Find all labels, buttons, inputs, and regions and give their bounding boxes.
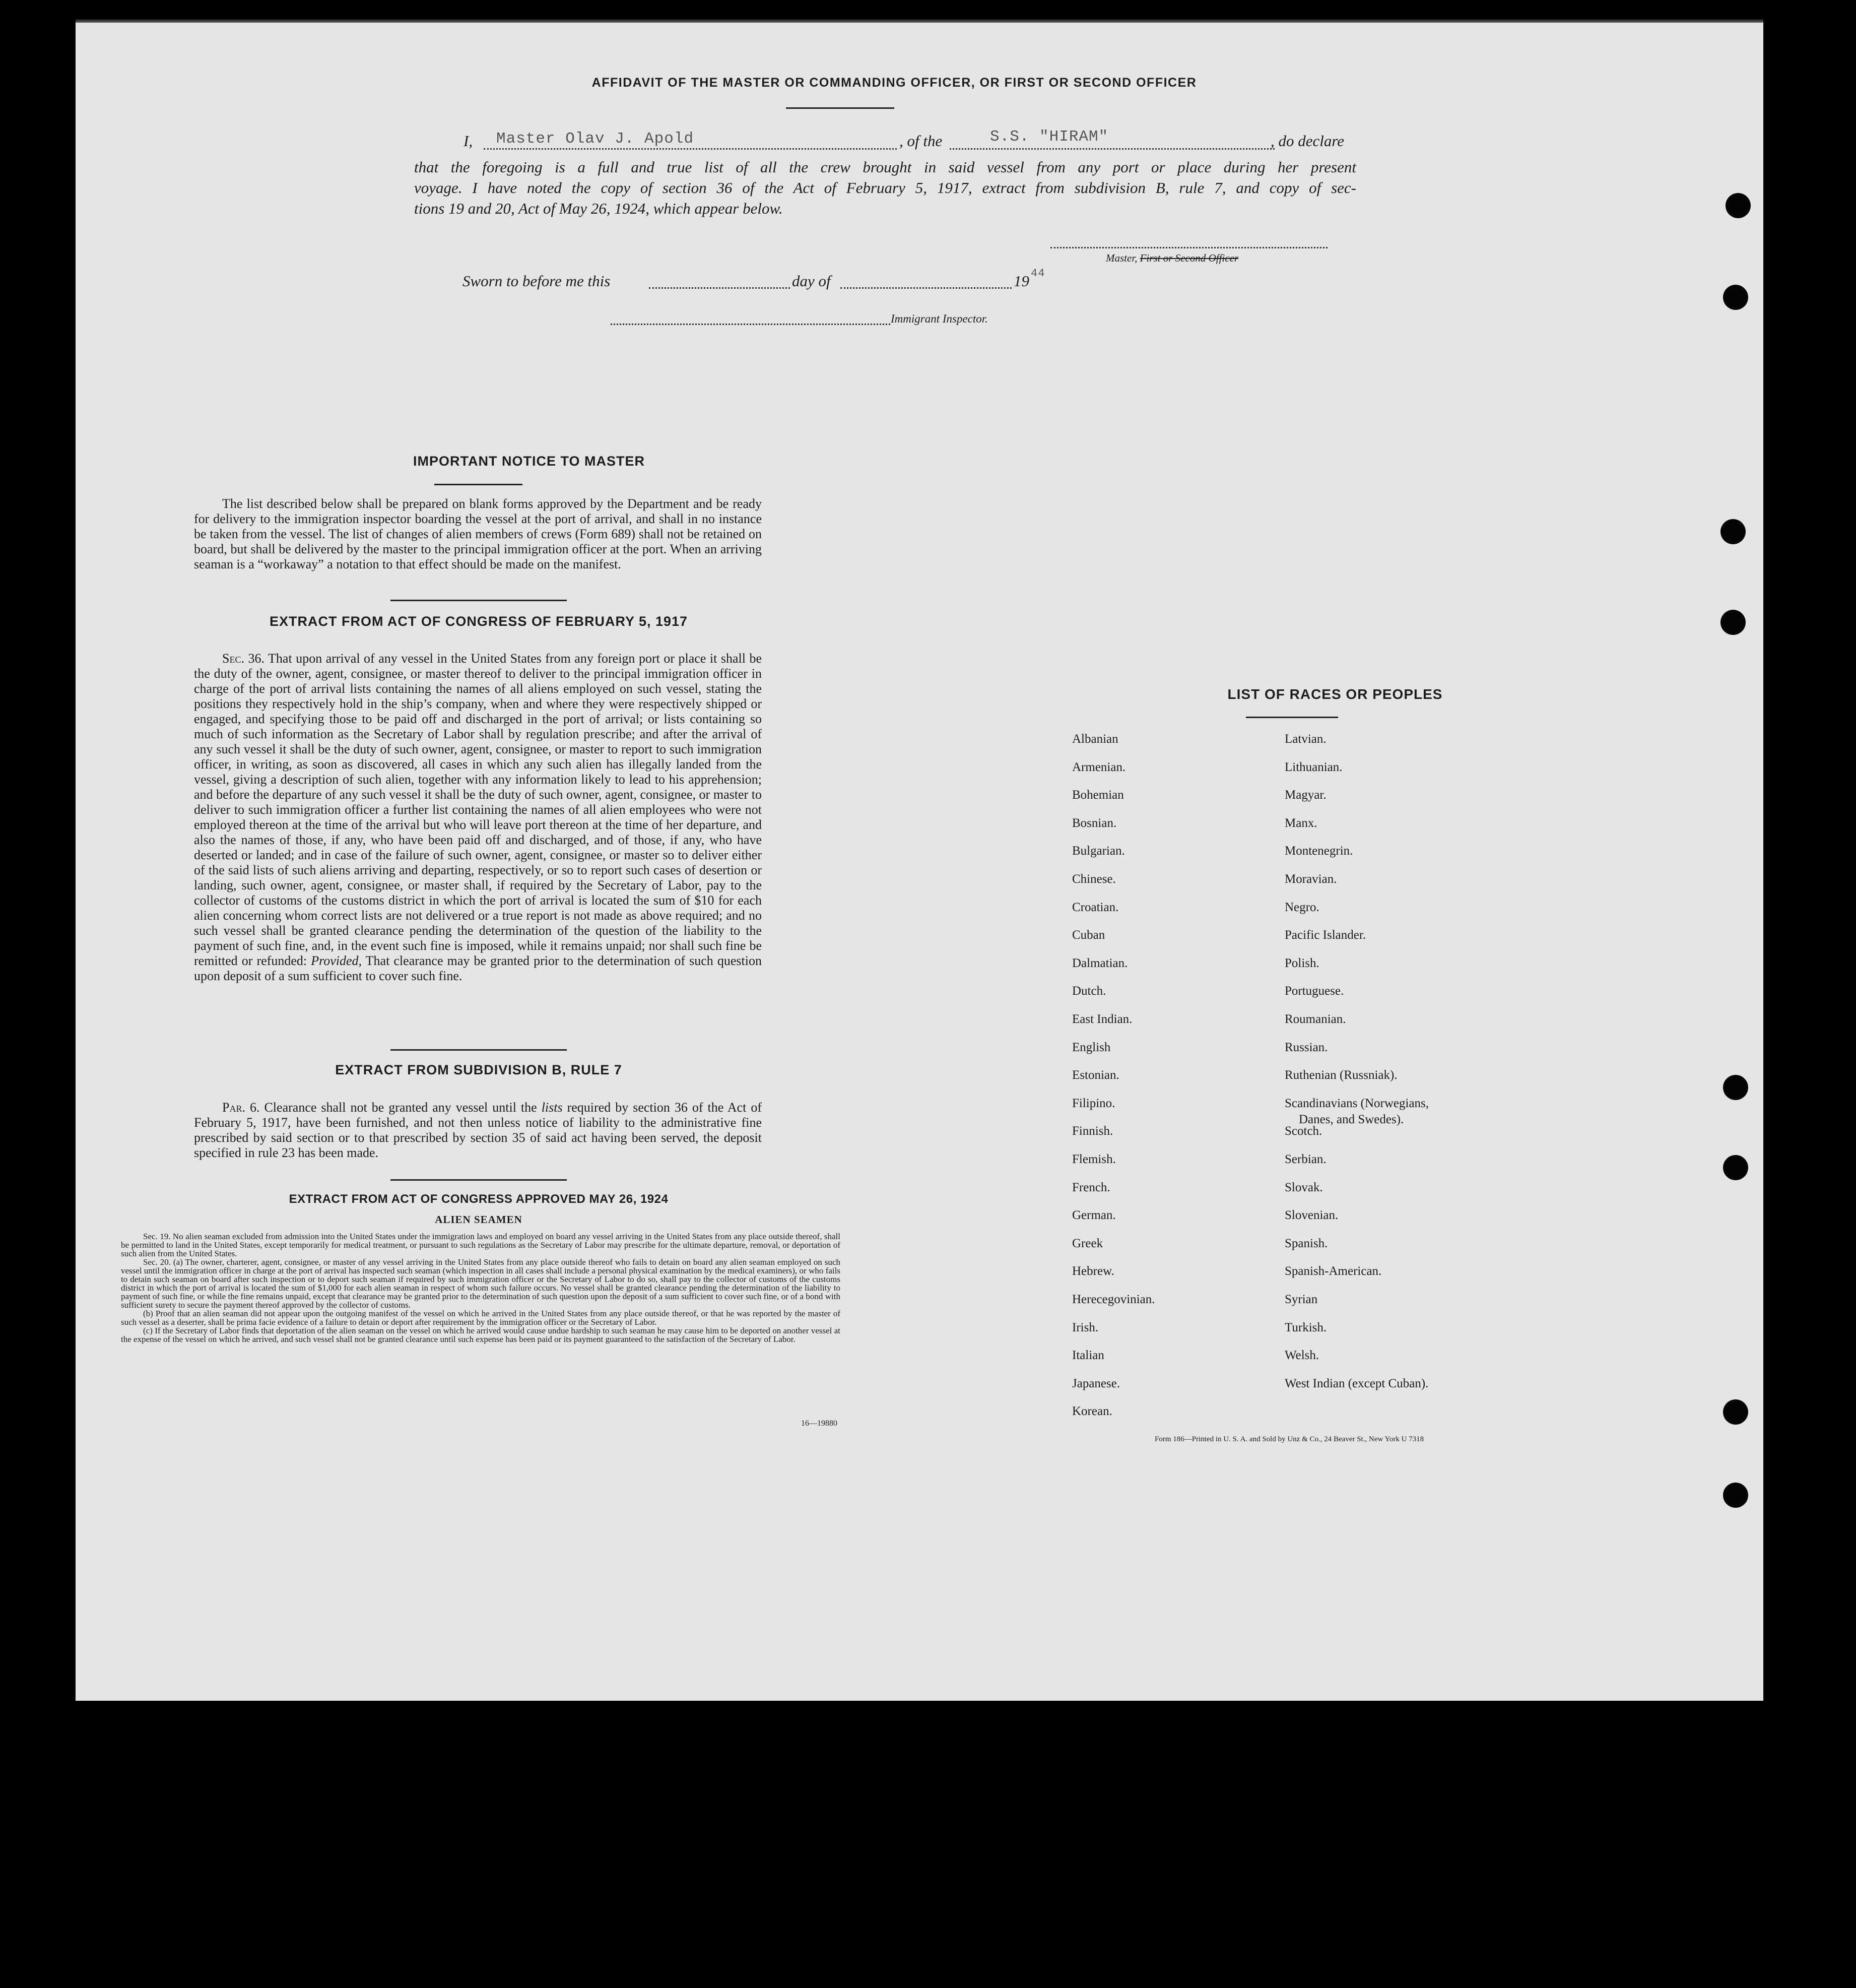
sworn-label: Sworn to before me this (462, 272, 611, 290)
section-36-body (194, 651, 762, 984)
race-item: Ruthenian (Russniak). (1285, 1068, 1398, 1082)
race-item: Bosnian. (1072, 816, 1117, 830)
race-item: Bulgarian. (1072, 844, 1125, 858)
rule-7-text-a: Clearance shall not be granted any vessel until the (264, 1100, 537, 1115)
affidavit-line-4: tions 19 and 20, Act of May 26, 1924, which appear below. (414, 200, 783, 217)
signature-caption (1106, 252, 1238, 265)
section-36-text-b: That clearance may be granted prior to the determination of such question upon deposit of a sum sufficient to cover such fine. (194, 953, 762, 983)
races-title: LIST OF RACES OR PEOPLES (1227, 686, 1443, 702)
rule-7-title: EXTRACT FROM SUBDIVISION B, RULE 7 (335, 1062, 622, 1077)
affidavit-line-2: that the foregoing is a full and true list of all the crew brought in said vessel from any port or place during her present (414, 158, 1356, 176)
divider (1246, 717, 1338, 718)
binder-hole (1720, 610, 1746, 635)
provided-word: Provided, (311, 953, 362, 968)
race-item: Japanese. (1072, 1377, 1120, 1390)
extract-1917-title: EXTRACT FROM ACT OF CONGRESS OF FEBRUARY 5, 1917 (269, 614, 688, 629)
race-item: Scandinavians (Norwegians, (1285, 1097, 1429, 1110)
race-item: East Indian. (1072, 1012, 1133, 1026)
race-item: Albanian (1072, 732, 1118, 746)
race-item: Korean. (1072, 1404, 1112, 1418)
race-item: Finnish. (1072, 1124, 1113, 1138)
section-20a: Sec. 20. (a) The owner, charterer, agent, consignee, or master of any vessel arriving in the United States from any place outside thereof who fails to detain on board any alien seaman employed on such vessel until the immigration officer in charge at the port of arrival has inspected such seaman (which inspection in all cases shall include a personal physical examination by the medical examiners), or who fails to detain such seaman on board after such inspection or to deport such seaman if required by such immigration officer or the Secretary of Labor to do so, shall pay to the collector of customs of the customs district in which the port of arrival is located the sum of $1,000 for each alien seaman in respect of whom such failure occurs. No vessel shall be granted clearance pending the determination of the liability to payment of such fine, or while the fine remains unpaid, except that clearance may be granted prior to the determination of such question upon the deposit of a sum sufficient to cover such fine, or of a bond with sufficient surety to secure the payment thereof approved by the collector of customs. (121, 1257, 840, 1310)
race-item: Spanish. (1285, 1237, 1328, 1250)
lists-word: lists (541, 1100, 563, 1115)
race-item: Armenian. (1072, 760, 1126, 774)
notice-title: IMPORTANT NOTICE TO MASTER (413, 454, 645, 469)
race-item: West Indian (except Cuban). (1285, 1377, 1429, 1390)
divider (434, 484, 522, 485)
race-item: Danes, and Swedes). (1299, 1113, 1404, 1126)
race-item: Dutch. (1072, 984, 1106, 998)
race-item: Slovak. (1285, 1181, 1323, 1194)
race-item: Polish. (1285, 956, 1319, 970)
race-item: Cuban (1072, 928, 1105, 942)
race-item: Bohemian (1072, 788, 1124, 802)
section-36-label: Sec. 36. (222, 651, 264, 666)
affidavit-title: AFFIDAVIT OF THE MASTER OR COMMANDING OFFICER, OR FIRST OR SECOND OFFICER (591, 76, 1197, 90)
race-item: Roumanian. (1285, 1012, 1346, 1026)
binder-hole (1726, 193, 1751, 218)
section-19: Sec. 19. No alien seaman excluded from admission into the United States under the immigration laws and employed on board any vessel arriving in the United States from any place outside thereof, shall be permitted to land in the United States, except temporarily for medical treatment, or pursuant to such regulations as the Secretary of Labor may prescribe for the ultimate departure, removal, or deportation of such alien from the United States. (121, 1232, 840, 1258)
rule-7-text-b: required by section 36 of the Act of February 5, 1917, have been furnished, and not then unless notice of liability to the administrative fine prescribed by said section or to that prescribed by section 35 of said act having been served, the deposit specified in rule 23 has been made. (194, 1100, 762, 1160)
master-name-field[interactable]: Master Olav J. Apold (496, 130, 694, 148)
day-of-label: day of (792, 272, 831, 290)
race-item: German. (1072, 1208, 1116, 1222)
signature-caption-master: Master, (1106, 252, 1140, 264)
race-item: Pacific Islander. (1285, 928, 1366, 942)
sworn-month-field[interactable] (840, 273, 1012, 289)
alien-seamen-subtitle: ALIEN SEAMEN (435, 1213, 522, 1226)
divider (786, 107, 894, 109)
section-36-text-a: That upon arrival of any vessel in the United States from any foreign port or place it shall be the duty of the owner, agent, consignee, or master thereof to deliver to the principal immigration officer in charge of the port of arrival lists containing the names of all aliens employed on such vessel, stating the positions they respectively hold in the ship’s company, when and where they were respectively shipped or engaged, and specifying those to be paid off and discharged in the port of arrival; or lists containing so much of such information as the Secretary of Labor shall by regulation prescribe; and after the arrival of any such vessel it shall be the duty of such owner, agent, consignee, or master to report to such immigration officer, in writing, as soon as discovered, all cases in which any such alien has illegally landed from the vessel, giving a description of such alien, together with any information likely to lead to his apprehension; and before the departure of any such vessel it shall be the duty of such owner, agent, consignee, or master to deliver to such immigration officer a further list containing the names of all alien employees who were not employed thereon at the time of the arrival but who will leave port thereon at the time of her departure, and also the names of those, if any, who have been paid off and discharged, and of those, if any, who have deserted or landed; and in case of the failure of such owner, agent, consignee, or master so to deliver either of the said lists of such aliens arriving and departing, respectively, or so to report such cases of desertion or landing, such owner, agent, consignee, or master shall, if required by the Secretary of Labor, pay to the collector of customs of the customs district in which the port of arrival is located the sum of $10 for each alien concerning whom correct lists are not delivered or a true report is not made as above required; and no such vessel shall be granted clearance pending the determination of the question of the liability to the payment of such fine, and, in the event such fine is imposed, while it remains unpaid; nor shall such fine be remitted or refunded: (194, 651, 762, 968)
notice-paragraph: The list described below shall be prepared on blank forms approved by the Department and be ready for delivery to the immigration inspector boarding the vessel at the port of arrival, and shall in no instance be taken from the vessel. The list of changes of alien members of crews (Form 689) shall not be retained on board, but shall be delivered by the master to the principal immigration officer at the port. When an arriving seaman is a “workaway” a notation to that effect should be made on the manifest. (194, 496, 762, 571)
year-value[interactable]: 44 (1031, 267, 1045, 280)
race-item: Dalmatian. (1072, 956, 1128, 970)
race-item: Manx. (1285, 816, 1317, 830)
race-item: Negro. (1285, 901, 1319, 914)
race-item: Moravian. (1285, 872, 1337, 886)
sections-19-20-body (121, 1232, 840, 1343)
race-item: French. (1072, 1181, 1110, 1194)
race-item: Chinese. (1072, 872, 1116, 886)
signature-line[interactable] (1050, 237, 1328, 248)
inspector-signature-line[interactable] (611, 312, 890, 325)
race-item: Slovenian. (1285, 1208, 1339, 1222)
binder-hole (1723, 1155, 1748, 1180)
par-6-label: Par. 6. (222, 1100, 260, 1115)
race-item: Filipino. (1072, 1097, 1115, 1110)
race-item: Italian (1072, 1349, 1104, 1362)
race-item: Montenegrin. (1285, 844, 1353, 858)
binder-hole (1723, 1399, 1748, 1425)
race-item: Estonian. (1072, 1068, 1119, 1082)
affidavit-line-3: voyage. I have noted the copy of section 36 of the Act of February 5, 1917, extract from subdivision B, rule 7, and copy of sec- (414, 179, 1356, 197)
binder-hole (1723, 285, 1748, 310)
race-item: Scotch. (1285, 1124, 1322, 1138)
race-item: Lithuanian. (1285, 760, 1343, 774)
divider (390, 1179, 567, 1181)
notice-body (194, 496, 762, 572)
race-item: Russian. (1285, 1041, 1328, 1054)
binder-hole (1723, 1483, 1748, 1508)
race-item: Hebrew. (1072, 1264, 1114, 1278)
signature-caption-struck: First or Second Officer (1140, 252, 1239, 264)
section-20b: (b) Proof that an alien seaman did not appear upon the outgoing manifest of the vessel on which he arrived in the United States from any place outside thereof, or that he was reported by the master of such vessel as a deserter, shall be prima facie evidence of a failure to detain or deport after requirement by the immigration officer or the Secretary of Labor. (121, 1309, 840, 1327)
race-item: Irish. (1072, 1321, 1099, 1334)
binder-hole (1720, 519, 1746, 544)
do-declare-label: , do declare (1271, 132, 1345, 150)
race-item: Herecegovinian. (1072, 1293, 1155, 1306)
sworn-day-field[interactable] (649, 273, 790, 289)
divider (390, 600, 567, 601)
race-item: Flemish. (1072, 1152, 1116, 1166)
extract-1924-title: EXTRACT FROM ACT OF CONGRESS APPROVED MAY 26, 1924 (289, 1192, 669, 1206)
race-item: Magyar. (1285, 788, 1327, 802)
race-item: Turkish. (1285, 1321, 1327, 1334)
race-item: Welsh. (1285, 1349, 1319, 1362)
section-20c: (c) If the Secretary of Labor finds that deportation of the alien seaman on the vessel on which he arrived would cause undue hardship to such seaman he may cause him to be deported on another vessel at the expense of the vessel on which he arrived, and such vessel shall not be granted clearance until such expense has been paid or its payment guaranteed to the satisfaction of the Secretary of Labor. (121, 1326, 840, 1344)
of-the-label: , of the (899, 132, 943, 150)
affidavit-prefix: I, (463, 132, 473, 150)
form-code: 16—19880 (801, 1419, 837, 1428)
race-item: Serbian. (1285, 1152, 1327, 1166)
vessel-name-field[interactable]: S.S. "HIRAM" (990, 128, 1109, 146)
race-item: Portuguese. (1285, 984, 1344, 998)
inspector-caption: Immigrant Inspector. (891, 312, 988, 325)
year-prefix: 19 (1014, 272, 1029, 290)
race-item: Greek (1072, 1237, 1103, 1250)
binder-hole (1723, 1075, 1748, 1100)
rule-7-body (194, 1100, 762, 1161)
race-item: English (1072, 1041, 1111, 1054)
race-item: Latvian. (1285, 732, 1327, 746)
race-item: Spanish-American. (1285, 1264, 1382, 1278)
printer-footer: Form 186—Printed in U. S. A. and Sold by Unz & Co., 24 Beaver St., New York U 7318 (1155, 1435, 1424, 1443)
divider (390, 1049, 567, 1051)
race-item: Croatian. (1072, 901, 1119, 914)
race-item: Syrian (1285, 1293, 1318, 1306)
